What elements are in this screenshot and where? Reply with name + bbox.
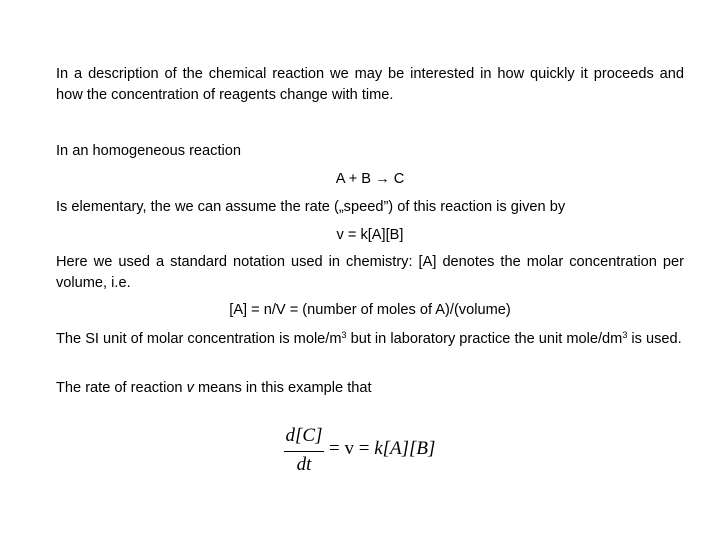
fraction-denominator: dt xyxy=(296,454,312,475)
formula-concentrations: [A][B] xyxy=(382,438,436,459)
notation-paragraph: Here we used a standard notation used in chemistry: [A] denotes the molar concentration per volume, i.e. xyxy=(56,254,684,291)
rate-meaning-symbol-v: v xyxy=(186,380,194,396)
homogeneous-reaction-text: In an homogeneous reaction xyxy=(56,143,241,159)
rate-law-equation: v = k[A][B] xyxy=(336,227,404,243)
si-unit-text-a: The SI unit of molar concentration is mole/m xyxy=(56,331,342,347)
formula-k: k xyxy=(374,438,383,459)
si-unit-text-c: is used. xyxy=(627,331,682,347)
si-unit-paragraph xyxy=(56,329,684,350)
si-unit-exponent-2: 3 xyxy=(622,330,628,340)
si-unit-exponent-1: 3 xyxy=(341,330,347,340)
rate-meaning-text-b: means in this example that xyxy=(193,380,372,396)
reaction-equation: A + B → C xyxy=(335,171,405,187)
fraction-numerator: d[C] xyxy=(285,425,323,446)
formula-equals-v: = v = xyxy=(329,438,375,459)
intro-paragraph: In a description of the chemical reaction we may be interested in how quickly it proceeds and how the concentration of reagents change with time. xyxy=(56,66,684,103)
elementary-rate-text: Is elementary, the we can assume the rate („speed”) of this reaction is given by xyxy=(56,199,566,215)
formula-right-side xyxy=(329,438,435,460)
rate-meaning-text-a: The rate of reaction xyxy=(56,380,187,396)
fraction-bar xyxy=(284,451,324,452)
si-unit-text-b: but in laboratory practice the unit mole/dm xyxy=(346,331,623,347)
rate-meaning-paragraph xyxy=(56,378,684,399)
concentration-definition: [A] = n/V = (number of moles of A)/(volume) xyxy=(229,302,511,318)
